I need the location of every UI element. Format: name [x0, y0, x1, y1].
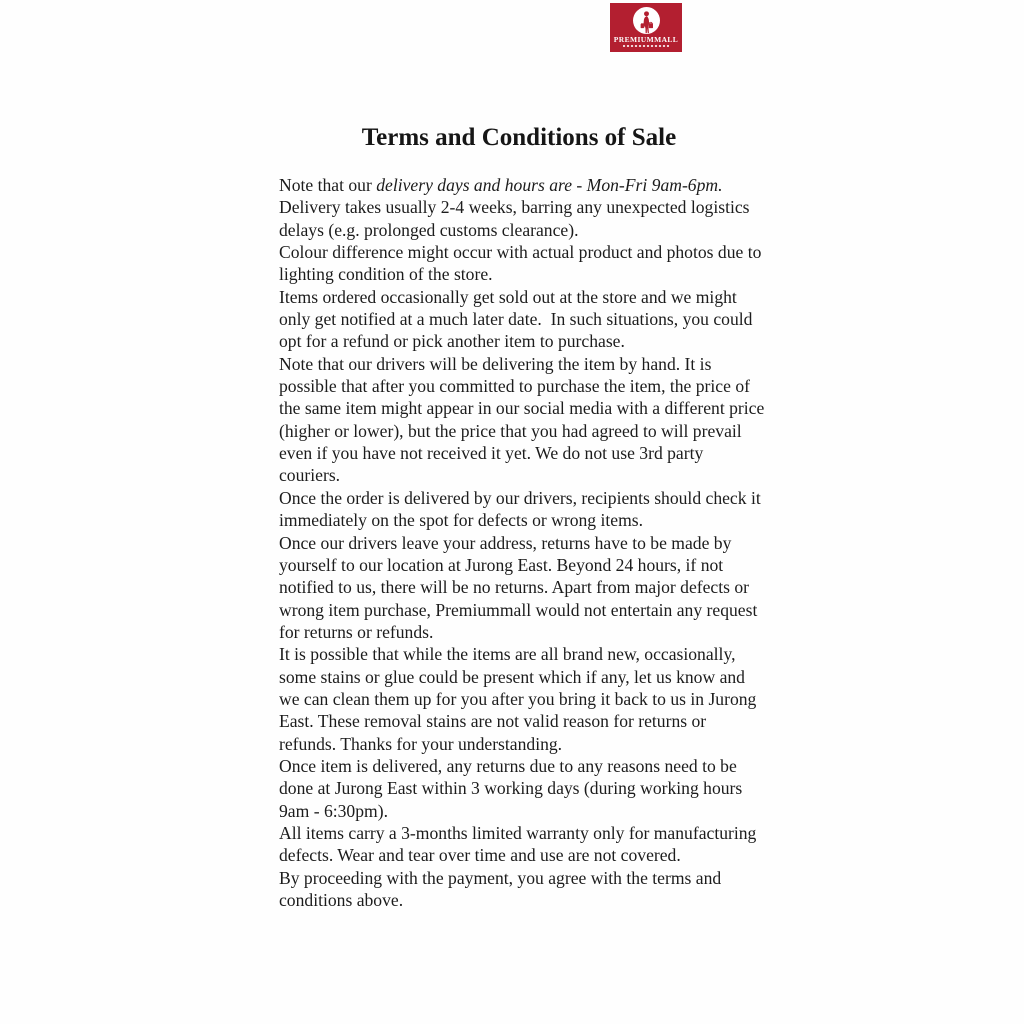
terms-paragraph-check-on-spot: Once the order is delivered by our drivers, recipients should check it immediately on the spot for defects or wrong items.: [279, 487, 766, 531]
paragraph-text: Note that our: [279, 175, 377, 195]
terms-body: [279, 174, 769, 911]
premiummall-logo: [610, 3, 682, 52]
terms-paragraph-stains-glue: It is possible that while the items are all brand new, occasionally, some stains or glue could be present which if any, let us know and we can clean them up for you after you bring it back to us in Jurong East. These removal stains are not valid reason for returns or refunds. Thanks for your understanding.: [279, 644, 761, 754]
terms-paragraph-return-window: Once item is delivered, any returns due to any reasons need to be done at Jurong East within 3 working days (during working hours 9am - 6:30pm).: [279, 755, 747, 821]
logo-circle: [633, 7, 660, 34]
terms-paragraph-sold-out: Items ordered occasionally get sold out at the store and we might only get notified at a much later date. In such situations, you could opt for a refund or pick another item to purchase.: [279, 286, 757, 352]
terms-paragraph-warranty: All items carry a 3-months limited warranty only for manufacturing defects. Wear and tear over time and use are not covered.: [279, 822, 761, 866]
terms-paragraph-delivery-hours: [279, 174, 765, 196]
terms-paragraph-hand-delivery-pricing: Note that our drivers will be delivering the item by hand. It is possible that after you committed to purchase the item, the price of the same item might appear in our social media with a different price (higher or lower), but the price that you had agreed to will prevail even if you have not received it yet. We do not use 3rd party couriers.: [279, 353, 769, 486]
terms-paragraph-agreement: By proceeding with the payment, you agree with the terms and conditions above.: [279, 867, 726, 910]
logo-brand-text: PREMIUMMALL: [613, 35, 679, 44]
terms-paragraph-delivery-time: Delivery takes usually 2-4 weeks, barring any unexpected logistics delays (e.g. prolonged customs clearance).: [279, 197, 754, 240]
terms-paragraph-returns-policy: Once our drivers leave your address, returns have to be made by yourself to our location at Jurong East. Beyond 24 hours, if not notified to us, there will be no returns. Apart from major defects or wrong item purchase, Premiummall would not entertain any request for returns or refunds.: [279, 532, 762, 642]
terms-paragraph-colour-difference: Colour difference might occur with actual product and photos due to lighting condition of the store.: [279, 242, 766, 285]
woman-shopper-icon: [637, 10, 656, 34]
page-title: Terms and Conditions of Sale: [361, 124, 677, 151]
logo-tagline: [623, 45, 669, 47]
paragraph-italic-text: delivery days and hours are - Mon-Fri 9am-6pm.: [376, 175, 723, 195]
